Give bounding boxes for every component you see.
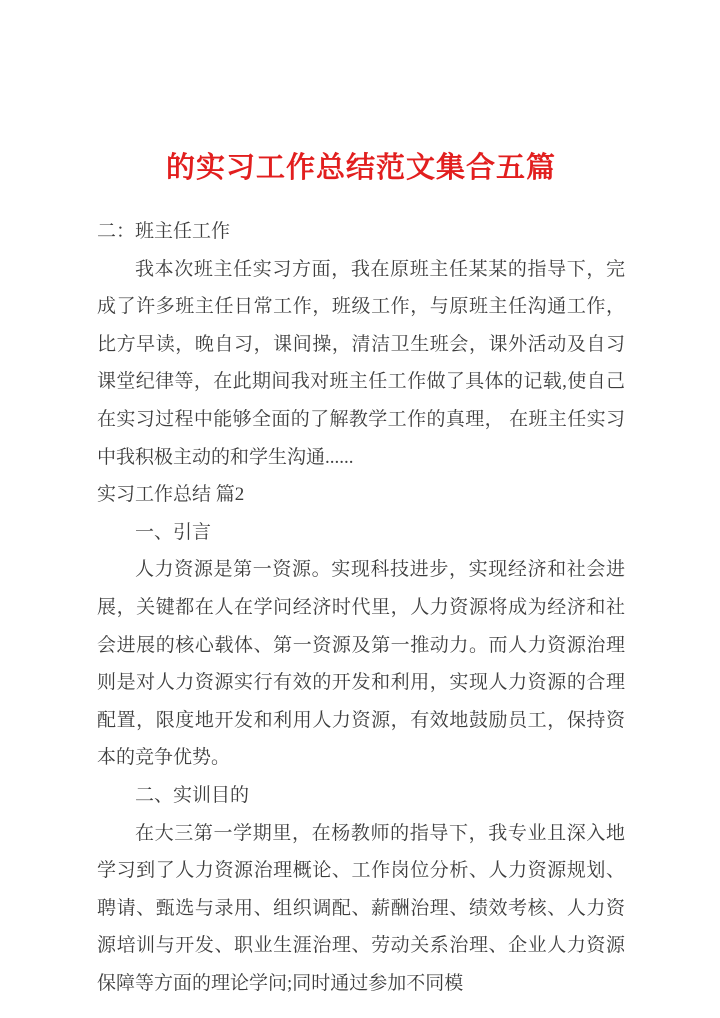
document-body [97,213,625,1002]
paragraph-heading-introduction: 一、引言 [135,521,212,543]
paragraph-training-purpose-body: 在大三第一学期里，在杨教师的指导下，我专业且深入地学习到了人力资源治理概论、工作岗位分析、人力资源规划、聘请、甄选与录用、组织调配、薪酬治理、绩效考核、人力资源培训与开发、职业生涯治理、劳动关系治理、企业人力资源保障等方面的理论学问;同时通过参加不同模 [97,822,625,994]
document-title: 的实习工作总结范文集合五篇 [165,152,556,184]
paragraph-hr-introduction: 人力资源是第一资源。实现科技进步，实现经济和社会进展，关键都在人在学问经济时代里，人力资源将成为经济和社会进展的核心载体、第一资源及第一推动力。而人力资源治理则是对人力资源实行有效的开发和利用，实现人力资源的合理配置，限度地开发和利用人力资源，有效地鼓励员工，保持资本的竞争优势。 [97,559,625,769]
paragraph-subheading-class-teacher: 二：班主任工作 [97,221,231,242]
paragraph-heading-training-purpose: 二、实训目的 [135,784,250,806]
paragraph-class-teacher-summary: 我本次班主任实习方面，我在原班主任某某的指导下，完成了许多班主任日常工作，班级工作，与原班主任沟通工作，比方早读，晚自习，课间操，清洁卫生班会，课外活动及自习课堂纪律等，在此期间我对班主任工作做了具体的记载,使自己在实习过程中能够全面的了解教学工作的真理， 在班主任实习中我积极主动的和学生沟通...... [97,258,625,468]
paragraph-subheading-summary-part2: 实习工作总结 篇2 [97,484,245,506]
